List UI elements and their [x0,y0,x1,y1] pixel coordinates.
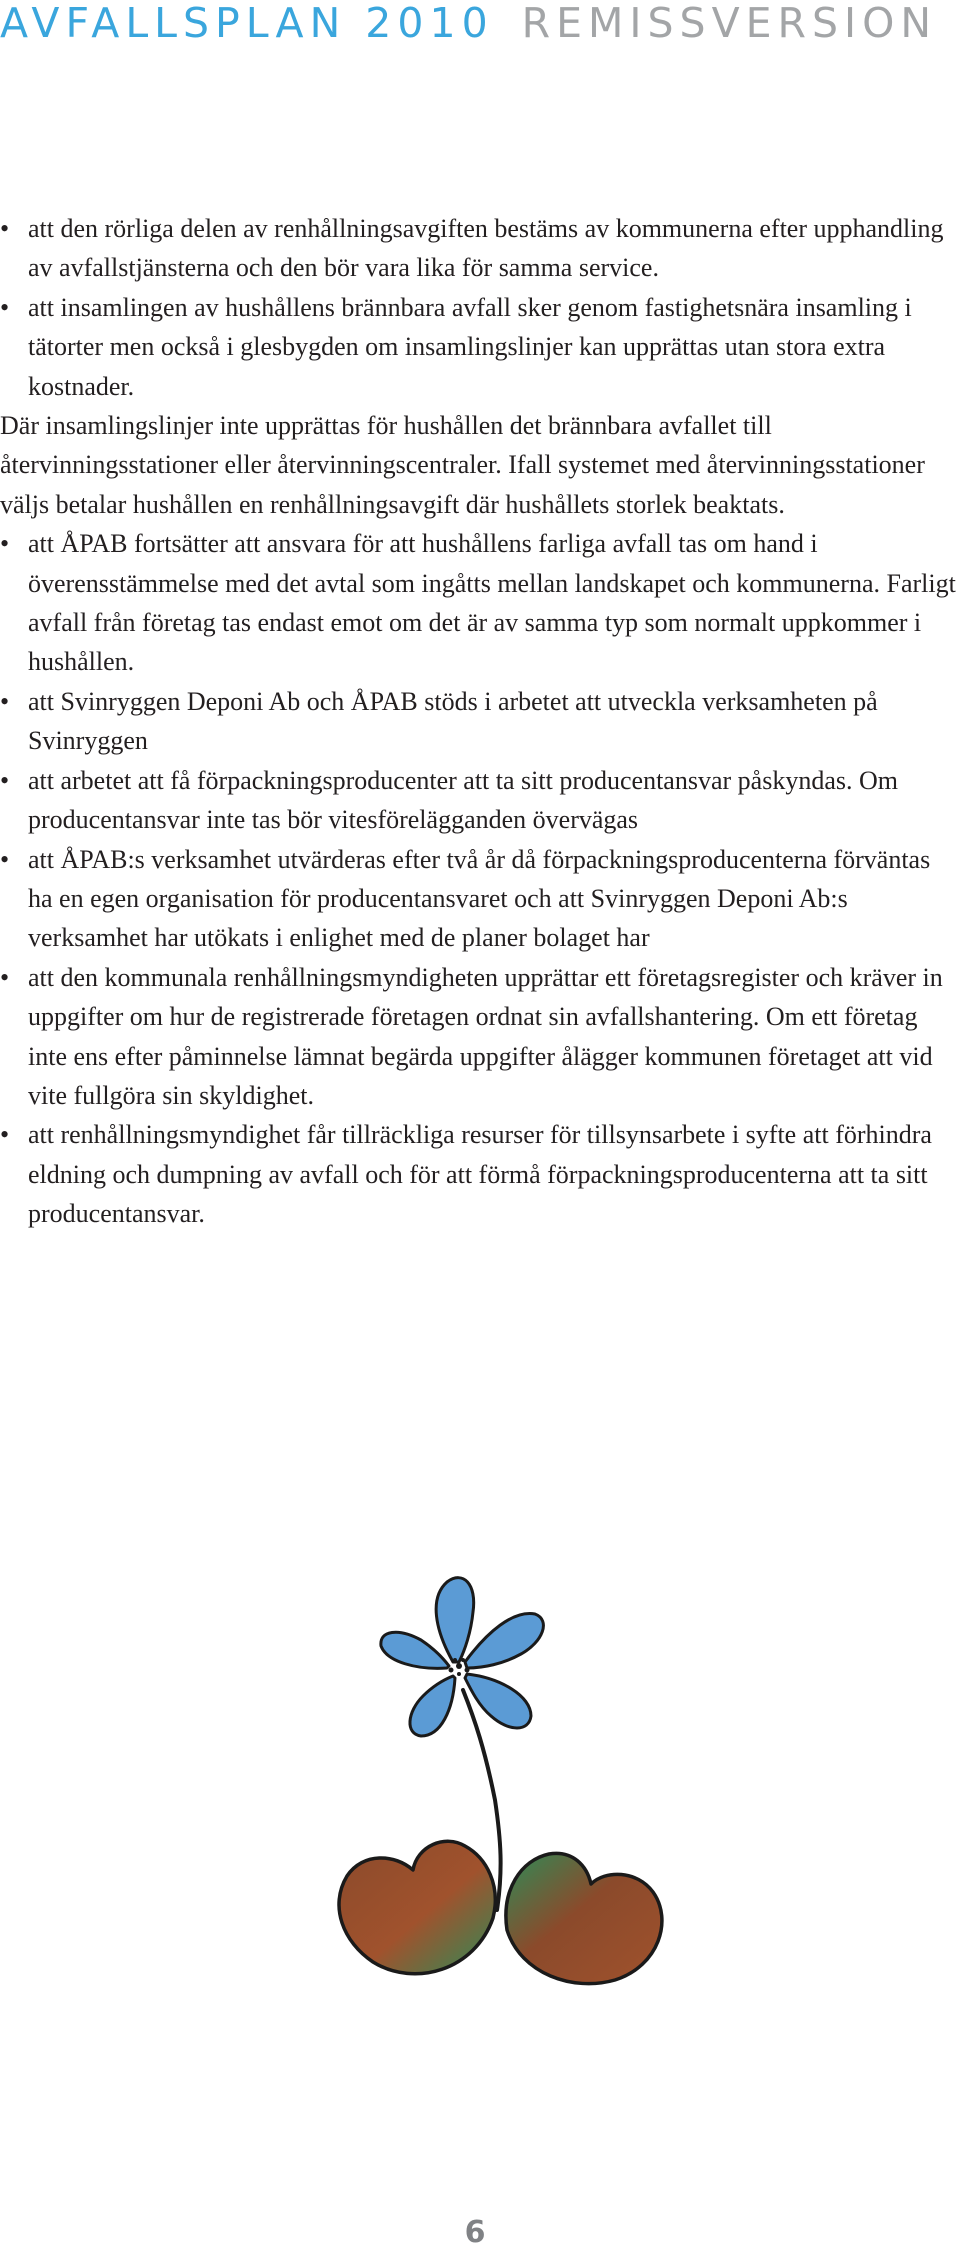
bullet-icon: • [0,292,10,322]
bullet-icon: • [0,686,10,716]
list-item [0,958,960,1116]
right-leaf-shape [506,1853,662,1983]
body-content [0,209,960,1234]
document-version-label: REMISSVERSION [521,0,938,47]
list-item-continuation: Där insamlingslinjer inte upprättas för hushållen det brännbara avfallet till återvinningsstationer eller återvinningscentraler. Ifall systemet med återvinningsstationer väljs betalar hushållen en renhållningsavgift där hushållets storlek beaktats. [0,411,925,519]
list-item [0,761,960,840]
list-item-text: att den rörliga delen av renhållningsavgiften bestäms av kommunerna efter upphandling av avfallstjänsterna och den bör vara lika för samma service. [28,214,944,283]
list-item [0,682,960,761]
bullet-icon: • [0,1120,10,1150]
left-leaf-shape [339,1841,495,1974]
list-item-text: att insamlingen av hushållens brännbara avfall sker genom fastighetsnära insamling i tätorter men också i glesbygden om insamlingslinjer kan upprättas utan stora extra kostnader. [28,292,912,401]
list-item-text: att renhållningsmyndighet får tillräckliga resurser för tillsynsarbete i syfte att förhindra eldning och dumpning av avfall och för att förmå förpackningsproducenterna att ta sitt producentansvar. [28,1120,932,1229]
list-item [0,209,960,288]
page-number: 6 [464,2215,486,2250]
bullet-icon: • [0,962,10,992]
list-item [0,288,960,524]
list-item-text: att ÅPAB fortsätter att ansvara för att hushållens farliga avfall tas om hand i överensstämmelse med det avtal som ingåtts mellan landskapet och kommunerna. Farligt avfall från företag tas endast emot om det är av samma typ som normalt uppkommer i hushållen. [28,529,956,677]
flower-illustration [325,1570,685,1990]
list-item-text: att arbetet att få förpackningsproducenter att ta sitt producentansvar påskyndas. Om producentansvar inte tas bör vitesförelägganden övervägas [28,765,898,835]
list-item-text: att den kommunala renhållningsmyndigheten upprättar ett företagsregister och kräver in uppgifter om hur de registrerade företagen ordnat sin avfallshantering. Om ett företag inte ens efter påminnelse lämnat begärda uppgifter ålägger kommunen företaget att vid vite fullgöra sin skyldighet. [28,962,943,1110]
document-title: AVFALLSPLAN 2010 [0,0,494,47]
list-item [0,1115,960,1233]
page-header [0,0,960,46]
bullet-icon: • [0,844,10,874]
list-item-text: att Svinryggen Deponi Ab och ÅPAB stöds i arbetet att utveckla verksamheten på Svinryggen [28,686,878,756]
list-item [0,524,960,682]
list-item-text: att ÅPAB:s verksamhet utvärderas efter två år då förpackningsproducenterna förväntas ha en egen organisation för producentansvaret och att Svinryggen Deponi Ab:s verksamhet har utökats i enlighet med de planer bolaget har [28,844,931,953]
petals-shape [381,1578,544,1736]
bullet-icon: • [0,529,10,559]
list-item [0,840,960,958]
bullet-icon: • [0,765,10,795]
bullet-icon: • [0,214,10,243]
recommendation-list [0,209,960,1234]
